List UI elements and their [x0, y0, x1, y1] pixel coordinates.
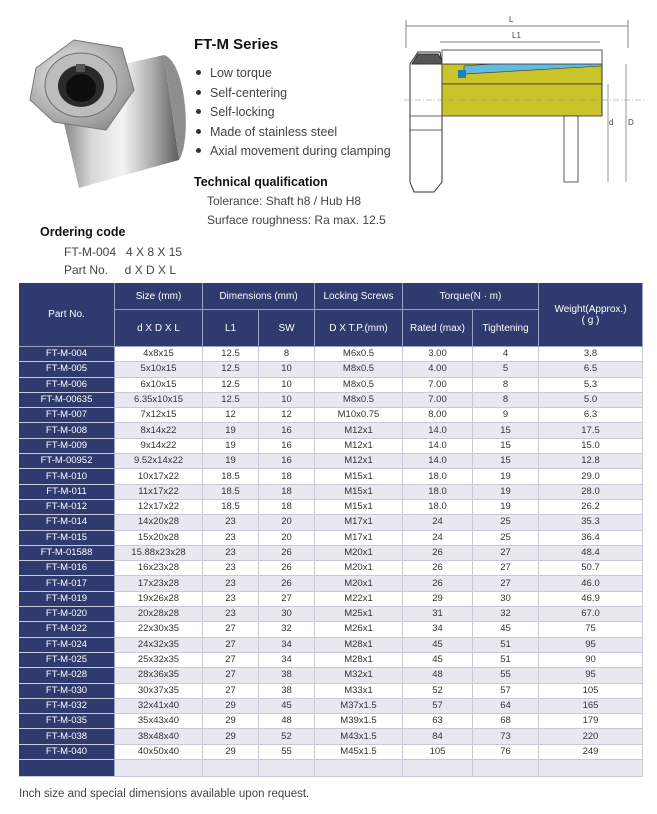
table-cell: 28.0 [539, 485, 643, 500]
table-cell: 24x32x35 [115, 638, 203, 653]
table-cell: 76 [473, 745, 539, 760]
table-cell: 12x17x22 [115, 500, 203, 515]
table-cell: 15 [473, 439, 539, 454]
part-no-cell: FT-M-011 [19, 485, 115, 500]
table-cell: 19 [203, 423, 259, 438]
sub-sw-header: SW [259, 310, 315, 347]
table-cell: 36.4 [539, 531, 643, 546]
table-cell: 34 [259, 653, 315, 668]
table-cell: 38x48x40 [115, 729, 203, 744]
table-cell: M12x1 [315, 423, 403, 438]
table-row [19, 607, 643, 622]
spacer-cell [315, 760, 403, 777]
sub-l1-header: L1 [203, 310, 259, 347]
table-cell: 45 [259, 699, 315, 714]
part-no-cell: FT-M-025 [19, 653, 115, 668]
surface-text: Surface roughness: Ra max. 12.5 [207, 213, 386, 227]
table-cell: 25 [473, 515, 539, 530]
spacer-cell [19, 760, 115, 777]
table-cell: 26 [259, 546, 315, 561]
table-cell: 18.0 [403, 469, 473, 484]
table-cell: 38 [259, 684, 315, 699]
table-cell: 84 [403, 729, 473, 744]
table-cell: 12.5 [203, 378, 259, 393]
table-cell: 8x14x22 [115, 423, 203, 438]
table-row [19, 454, 643, 469]
table-cell: 18.5 [203, 485, 259, 500]
table-cell: 26 [259, 576, 315, 591]
sub-size-header: d X D X L [115, 310, 203, 347]
sub-rated-header: Rated (max) [403, 310, 473, 347]
table-cell: 27 [473, 576, 539, 591]
table-cell: 18.5 [203, 500, 259, 515]
series-title: FT-M Series [194, 36, 279, 53]
part-no-cell: FT-M-040 [19, 745, 115, 760]
part-no-cell: FT-M-00635 [19, 393, 115, 408]
table-row [19, 393, 643, 408]
table-cell: 29 [403, 592, 473, 607]
table-cell: 18.0 [403, 500, 473, 515]
dim-d-label: d [609, 118, 614, 127]
table-cell: 19x26x28 [115, 592, 203, 607]
table-cell: 26 [403, 561, 473, 576]
table-cell: M33x1 [315, 684, 403, 699]
table-cell: 75 [539, 622, 643, 637]
table-cell: 15.88x23x28 [115, 546, 203, 561]
table-cell: 30x37x35 [115, 684, 203, 699]
table-cell: 38 [259, 668, 315, 683]
table-cell: 45 [403, 638, 473, 653]
table-cell: 12.5 [203, 393, 259, 408]
table-cell: 52 [403, 684, 473, 699]
technical-title: Technical qualification [194, 175, 328, 189]
table-cell: 15.0 [539, 439, 643, 454]
table-cell: 8.00 [403, 408, 473, 423]
sub-lock-header: D X T.P.(mm) [315, 310, 403, 347]
table-cell: 18.5 [203, 469, 259, 484]
part-no-cell: FT-M-009 [19, 439, 115, 454]
table-cell: 11x17x22 [115, 485, 203, 500]
table-cell: 20x28x28 [115, 607, 203, 622]
spacer-cell [403, 760, 473, 777]
spec-table [19, 283, 643, 777]
table-cell: 3.00 [403, 347, 473, 362]
header-row [19, 283, 643, 310]
part-no-cell: FT-M-006 [19, 378, 115, 393]
table-cell: 6.5 [539, 362, 643, 377]
table-cell: 27 [203, 638, 259, 653]
table-cell: M10x0.75 [315, 408, 403, 423]
table-cell: 19 [473, 469, 539, 484]
table-cell: 9x14x22 [115, 439, 203, 454]
table-cell: 50.7 [539, 561, 643, 576]
bullet-icon [196, 148, 201, 153]
part-no-cell: FT-M-020 [19, 607, 115, 622]
table-cell: 4x8x15 [115, 347, 203, 362]
table-cell: 29.0 [539, 469, 643, 484]
table-row [19, 684, 643, 699]
table-cell: M20x1 [315, 561, 403, 576]
table-cell: 7.00 [403, 378, 473, 393]
part-no-cell: FT-M-010 [19, 469, 115, 484]
part-no-cell: FT-M-01588 [19, 546, 115, 561]
table-cell: 14x20x28 [115, 515, 203, 530]
table-cell: 5x10x15 [115, 362, 203, 377]
table-cell: 25x32x35 [115, 653, 203, 668]
table-cell: 51 [473, 638, 539, 653]
table-cell: 6.35x10x15 [115, 393, 203, 408]
group-size-header: Size (mm) [115, 283, 203, 310]
table-cell: 220 [539, 729, 643, 744]
table-cell: 105 [539, 684, 643, 699]
table-cell: 17.5 [539, 423, 643, 438]
table-cell: 12 [203, 408, 259, 423]
table-cell: 48.4 [539, 546, 643, 561]
table-cell: 24 [403, 531, 473, 546]
table-cell: 40x50x40 [115, 745, 203, 760]
table-cell: 23 [203, 561, 259, 576]
part-no-cell: FT-M-012 [19, 500, 115, 515]
dim-L1-label: L1 [512, 31, 521, 40]
table-cell: 9 [473, 408, 539, 423]
table-cell: M8x0.5 [315, 393, 403, 408]
table-cell: 95 [539, 638, 643, 653]
table-cell: 105 [403, 745, 473, 760]
table-cell: 19 [203, 454, 259, 469]
table-cell: 27 [473, 546, 539, 561]
table-cell: 31 [403, 607, 473, 622]
table-cell: 23 [203, 576, 259, 591]
table-cell: 55 [259, 745, 315, 760]
group-dim-header: Dimensions (mm) [203, 283, 315, 310]
table-cell: 16 [259, 423, 315, 438]
table-row [19, 714, 643, 729]
table-cell: 15x20x28 [115, 531, 203, 546]
table-cell: M8x0.5 [315, 378, 403, 393]
table-cell: 12.5 [203, 347, 259, 362]
table-cell: 25 [473, 531, 539, 546]
table-cell: 29 [203, 729, 259, 744]
table-cell: M8x0.5 [315, 362, 403, 377]
table-cell: 4.00 [403, 362, 473, 377]
table-cell: 16x23x28 [115, 561, 203, 576]
table-cell: 28x36x35 [115, 668, 203, 683]
table-cell: 12.5 [203, 362, 259, 377]
table-cell: M45x1.5 [315, 745, 403, 760]
table-cell: M25x1 [315, 607, 403, 622]
table-cell: M26x1 [315, 622, 403, 637]
table-cell: 165 [539, 699, 643, 714]
table-cell: 19 [473, 485, 539, 500]
table-cell: 26 [403, 546, 473, 561]
part-no-cell: FT-M-007 [19, 408, 115, 423]
table-cell: 27 [203, 668, 259, 683]
table-cell: 19 [203, 439, 259, 454]
footnote: Inch size and special dimensions available upon request. [19, 788, 310, 800]
part-no-cell: FT-M-019 [19, 592, 115, 607]
table-row [19, 500, 643, 515]
table-cell: 46.0 [539, 576, 643, 591]
table-cell: 18 [259, 500, 315, 515]
feature-item: Made of stainless steel [194, 123, 391, 143]
table-cell: 179 [539, 714, 643, 729]
bullet-icon [196, 90, 201, 95]
table-cell: 10x17x22 [115, 469, 203, 484]
table-cell: 55 [473, 668, 539, 683]
table-cell: M12x1 [315, 439, 403, 454]
table-cell: 16 [259, 454, 315, 469]
table-cell: 7.00 [403, 393, 473, 408]
table-cell: 26 [403, 576, 473, 591]
ordering-example: FT-M-004 4 X 8 X 15 [64, 245, 183, 259]
spacer-cell [259, 760, 315, 777]
table-row [19, 729, 643, 744]
table-cell: 23 [203, 592, 259, 607]
table-cell: 22x30x35 [115, 622, 203, 637]
table-cell: M12x1 [315, 454, 403, 469]
table-cell: M15x1 [315, 500, 403, 515]
table-cell: 24 [403, 515, 473, 530]
table-cell: 249 [539, 745, 643, 760]
spacer-cell [539, 760, 643, 777]
table-cell: M20x1 [315, 576, 403, 591]
table-row [19, 592, 643, 607]
bullet-icon [196, 109, 201, 114]
table-cell: 57 [473, 684, 539, 699]
table-cell: 18 [259, 469, 315, 484]
table-cell: 8 [259, 347, 315, 362]
feature-item: Self-centering [194, 84, 391, 104]
part-no-cell: FT-M-004 [19, 347, 115, 362]
sub-tight-header: Tightening [473, 310, 539, 347]
table-cell: 14.0 [403, 439, 473, 454]
part-no-cell: FT-M-016 [19, 561, 115, 576]
col-part-header: Part No. [19, 283, 115, 347]
feature-item: Self-locking [194, 103, 391, 123]
table-cell: 48 [259, 714, 315, 729]
table-cell: M20x1 [315, 546, 403, 561]
group-lock-header: Locking Screws [315, 283, 403, 310]
part-no-cell: FT-M-00952 [19, 454, 115, 469]
part-no-cell: FT-M-008 [19, 423, 115, 438]
table-cell: M32x1 [315, 668, 403, 683]
table-cell: 10 [259, 393, 315, 408]
table-cell: 57 [403, 699, 473, 714]
table-cell: 23 [203, 515, 259, 530]
group-weight-header: Weight(Approx.) ( g ) [539, 283, 643, 347]
dim-D-label: D [628, 118, 634, 127]
table-cell: 4 [473, 347, 539, 362]
table-cell: 10 [259, 362, 315, 377]
feature-item: Axial movement during clamping [194, 142, 391, 162]
table-row [19, 515, 643, 530]
table-cell: 27 [473, 561, 539, 576]
technical-drawing [404, 4, 644, 196]
feature-item: Low torque [194, 64, 391, 84]
table-row [19, 485, 643, 500]
table-cell: 26.2 [539, 500, 643, 515]
table-cell: 27 [203, 653, 259, 668]
table-cell: 52 [259, 729, 315, 744]
table-cell: M17x1 [315, 515, 403, 530]
table-cell: 12 [259, 408, 315, 423]
table-row [19, 668, 643, 683]
table-cell: 30 [259, 607, 315, 622]
table-cell: 14.0 [403, 423, 473, 438]
table-cell: 51 [473, 653, 539, 668]
part-no-cell: FT-M-032 [19, 699, 115, 714]
table-cell: 27 [259, 592, 315, 607]
table-cell: 20 [259, 515, 315, 530]
table-cell: M28x1 [315, 653, 403, 668]
table-cell: 68 [473, 714, 539, 729]
table-cell: M15x1 [315, 469, 403, 484]
table-cell: 29 [203, 699, 259, 714]
part-no-cell: FT-M-038 [19, 729, 115, 744]
table-cell: 73 [473, 729, 539, 744]
table-cell: M22x1 [315, 592, 403, 607]
table-row [19, 347, 643, 362]
table-cell: 18.0 [403, 485, 473, 500]
table-cell: M39x1.5 [315, 714, 403, 729]
ordering-partno: Part No. d X D X L [64, 263, 177, 277]
table-cell: M6x0.5 [315, 347, 403, 362]
table-cell: M28x1 [315, 638, 403, 653]
dim-L-label: L [509, 15, 514, 24]
table-cell: 34 [259, 638, 315, 653]
table-row [19, 423, 643, 438]
spacer-cell [115, 760, 203, 777]
table-cell: 6.3 [539, 408, 643, 423]
table-cell: 63 [403, 714, 473, 729]
table-cell: 17x23x28 [115, 576, 203, 591]
table-cell: 34 [403, 622, 473, 637]
table-cell: 30 [473, 592, 539, 607]
product-photo [14, 10, 194, 195]
table-cell: 35.3 [539, 515, 643, 530]
part-no-cell: FT-M-035 [19, 714, 115, 729]
table-row [19, 653, 643, 668]
table-cell: 20 [259, 531, 315, 546]
table-row-spacer [19, 760, 643, 777]
table-cell: 67.0 [539, 607, 643, 622]
table-cell: 64 [473, 699, 539, 714]
group-torque-header: Torque(N · m) [403, 283, 539, 310]
table-cell: 45 [403, 653, 473, 668]
table-cell: 26 [259, 561, 315, 576]
table-cell: 19 [473, 500, 539, 515]
table-cell: 32 [259, 622, 315, 637]
table-cell: 5 [473, 362, 539, 377]
table-row [19, 561, 643, 576]
table-cell: 5.3 [539, 378, 643, 393]
table-cell: 32x41x40 [115, 699, 203, 714]
table-cell: 23 [203, 607, 259, 622]
table-cell: 9.52x14x22 [115, 454, 203, 469]
table-cell: 95 [539, 668, 643, 683]
bullet-icon [196, 70, 201, 75]
spacer-cell [473, 760, 539, 777]
table-row [19, 531, 643, 546]
part-no-cell: FT-M-005 [19, 362, 115, 377]
table-cell: 90 [539, 653, 643, 668]
table-row [19, 469, 643, 484]
table-cell: 29 [203, 745, 259, 760]
tolerance-text: Tolerance: Shaft h8 / Hub H8 [207, 194, 362, 208]
table-row [19, 745, 643, 760]
table-cell: 23 [203, 531, 259, 546]
table-cell: 48 [403, 668, 473, 683]
table-cell: 15 [473, 423, 539, 438]
table-row [19, 439, 643, 454]
table-cell: 35x43x40 [115, 714, 203, 729]
table-row [19, 622, 643, 637]
spec-body [19, 347, 643, 777]
table-row [19, 408, 643, 423]
table-cell: 6x10x15 [115, 378, 203, 393]
table-cell: 45 [473, 622, 539, 637]
table-cell: M17x1 [315, 531, 403, 546]
part-no-cell: FT-M-024 [19, 638, 115, 653]
ordering-title: Ordering code [40, 225, 126, 239]
table-cell: M37x1.5 [315, 699, 403, 714]
table-cell: 8 [473, 393, 539, 408]
feature-list [194, 64, 391, 162]
table-cell: 27 [203, 684, 259, 699]
table-row [19, 576, 643, 591]
table-cell: 8 [473, 378, 539, 393]
table-cell: 5.0 [539, 393, 643, 408]
table-cell: 27 [203, 622, 259, 637]
table-row [19, 546, 643, 561]
table-cell: 14.0 [403, 454, 473, 469]
part-no-cell: FT-M-030 [19, 684, 115, 699]
part-no-cell: FT-M-022 [19, 622, 115, 637]
table-cell: M15x1 [315, 485, 403, 500]
part-no-cell: FT-M-015 [19, 531, 115, 546]
table-row [19, 378, 643, 393]
table-cell: 15 [473, 454, 539, 469]
table-cell: 18 [259, 485, 315, 500]
table-row [19, 362, 643, 377]
table-cell: 16 [259, 439, 315, 454]
bullet-icon [196, 129, 201, 134]
spacer-cell [203, 760, 259, 777]
table-cell: 12.8 [539, 454, 643, 469]
table-cell: M43x1.5 [315, 729, 403, 744]
part-no-cell: FT-M-028 [19, 668, 115, 683]
table-cell: 29 [203, 714, 259, 729]
table-cell: 7x12x15 [115, 408, 203, 423]
table-row [19, 638, 643, 653]
table-row [19, 699, 643, 714]
part-no-cell: FT-M-014 [19, 515, 115, 530]
table-cell: 32 [473, 607, 539, 622]
table-cell: 46.9 [539, 592, 643, 607]
table-cell: 23 [203, 546, 259, 561]
table-cell: 3.8 [539, 347, 643, 362]
part-no-cell: FT-M-017 [19, 576, 115, 591]
table-cell: 10 [259, 378, 315, 393]
